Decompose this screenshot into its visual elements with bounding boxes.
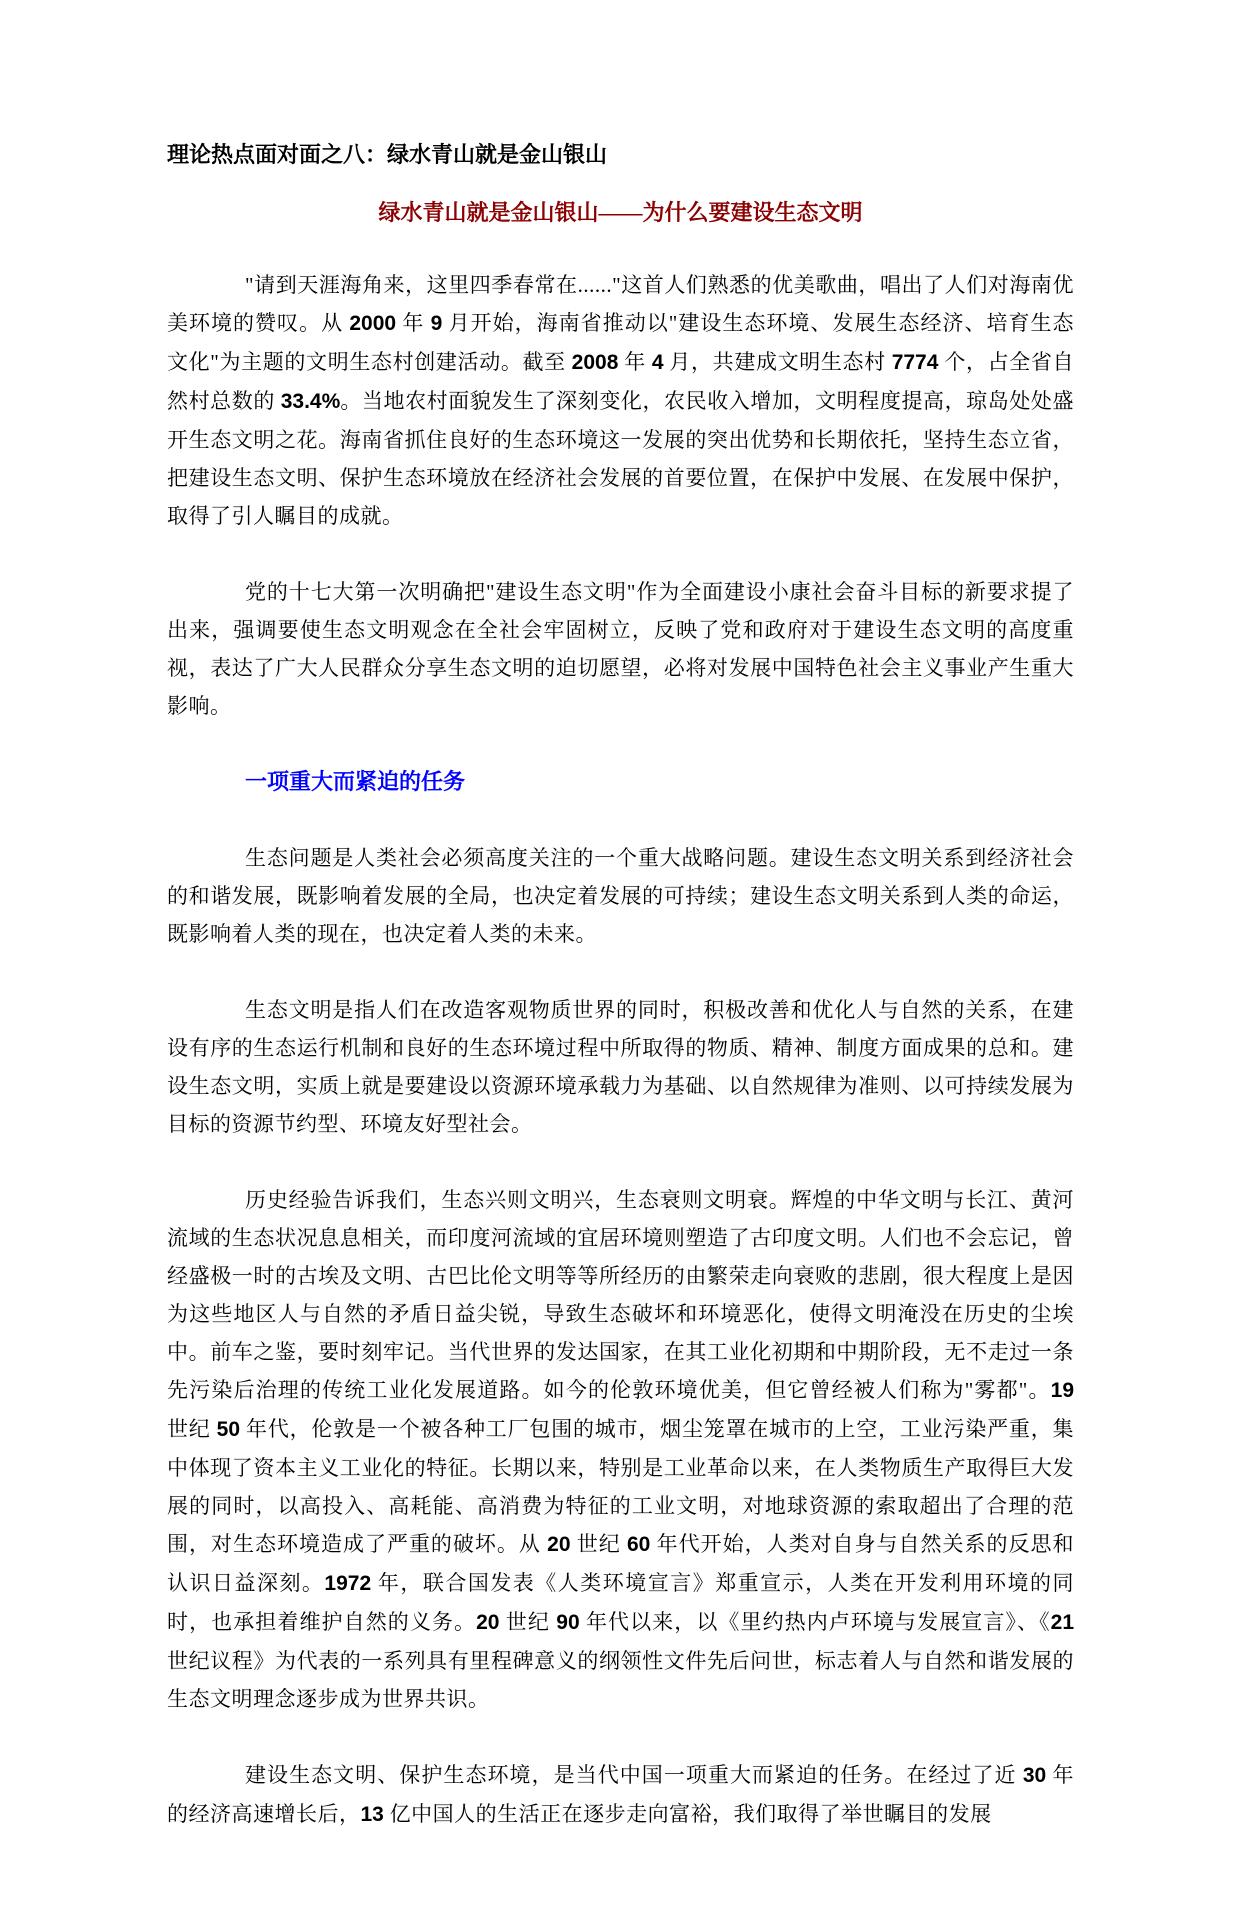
paragraph: "请到天涯海角来，这里四季春常在......"这首人们熟悉的优美歌曲，唱出了人们对海南优美环境的赞叹。从 2000 年 9 月开始，海南省推动以"建设生态环境、发展生态经济、培育生态文化"为主题的文明生态村创建活动。截至 2008 年 4 月，共建成文明生态村 7774 个，占全省自然村总数的 33.4%。当地农村面貌发生了深刻变化，农民收入增加，文明程度提高，琼岛处处盛开生态文明之花。海南省抓住良好的生态环境这一发展的突出优势和长期依托，坚持生态立省，把建设生态文明、保护生态环境放在经济社会发展的首要位置，在保护中发展、在发展中保护，取得了引人瞩目的成就。 xyxy=(167,273,1075,528)
numeric-text: 21 xyxy=(1050,1611,1075,1634)
numeric-text: 9 xyxy=(430,312,443,335)
numeric-text: 60 xyxy=(627,1533,651,1556)
numeric-text: 4 xyxy=(651,351,664,374)
numeric-text: 20 xyxy=(476,1611,500,1634)
numeric-text: 7774 xyxy=(891,351,939,374)
intro-paragraphs xyxy=(167,266,1074,725)
paragraph: 生态问题是人类社会必须高度关注的一个重大战略问题。建设生态文明关系到经济社会的和谐发展，既影响着发展的全局，也决定着发展的可持续；建设生态文明关系到人类的命运，既影响着人类的现在，也决定着人类的未来。 xyxy=(167,846,1074,946)
numeric-text: 13 xyxy=(360,1803,384,1826)
numeric-text: 2000 xyxy=(349,312,397,335)
numeric-text: 30 xyxy=(1022,1764,1047,1787)
numeric-text: 20 xyxy=(547,1533,571,1556)
numeric-text: 90 xyxy=(556,1611,580,1634)
paragraph: 建设生态文明、保护生态环境，是当代中国一项重大而紧迫的任务。在经过了近 30 年的经济高速增长后，13 亿中国人的生活正在逐步走向富裕，我们取得了举世瞩目的发展 xyxy=(167,1763,1074,1826)
numeric-text: 50 xyxy=(216,1418,240,1441)
paragraph: 历史经验告诉我们，生态兴则文明兴，生态衰则文明衰。辉煌的中华文明与长江、黄河流域的生态状况息息相关，而印度河流域的宜居环境则塑造了古印度文明。人们也不会忘记，曾经盛极一时的古埃及文明、古巴比伦文明等等所经历的由繁荣走向衰败的悲剧，很大程度上是因为这些地区人与自然的矛盾日益尖锐，导致生态破坏和环境恶化，使得文明淹没在历史的尘埃中。前车之鉴，要时刻牢记。当代世界的发达国家，在其工业化初期和中期阶段，无不走过一条先污染后治理的传统工业化发展道路。如今的伦敦环境优美，但它曾经被人们称为"雾都"。19 世纪 50 年代，伦敦是一个被各种工厂包围的城市，烟尘笼罩在城市的上空，工业污染严重，集中体现了资本主义工业化的特征。长期以来，特别是工业革命以来，在人类物质生产取得巨大发展的同时，以高投入、高耗能、高消费为特征的工业文明，对地球资源的索取超出了合理的范围，对生态环境造成了严重的破坏。从 20 世纪 60 年代开始，人类对自身与自然关系的反思和认识日益深刻。1972 年，联合国发表《人类环境宣言》郑重宣示，人类在开发利用环境的同时，也承担着维护自然的义务。20 世纪 90 年代以来，以《里约热内卢环境与发展宣言》、《21 世纪议程》为代表的一系列具有里程碑意义的纲领性文件先后问世，标志着人与自然和谐发展的生态文明理念逐步成为世界共识。 xyxy=(167,1188,1075,1711)
paragraph: 生态文明是指人们在改造客观物质世界的同时，积极改善和优化人与自然的关系，在建设有序的生态运行机制和良好的生态环境过程中所取得的物质、精神、制度方面成果的总和。建设生态文明，实质上就是要建设以资源环境承载力为基础、以自然规律为准则、以可持续发展为目标的资源节约型、环境友好型社会。 xyxy=(167,998,1074,1136)
section-heading: 一项重大而紧迫的任务 xyxy=(245,769,466,794)
page-title: 理论热点面对面之八：绿水青山就是金山银山 xyxy=(167,142,608,167)
paragraph: 党的十七大第一次明确把"建设生态文明"作为全面建设小康社会奋斗目标的新要求提了出来，强调要使生态文明观念在全社会牢固树立，反映了党和政府对于建设生态文明的高度重视，表达了广大人民群众分享生态文明的迫切愿望，必将对发展中国特色社会主义事业产生重大影响。 xyxy=(167,580,1074,718)
numeric-text: 1972 xyxy=(324,1572,372,1595)
numeric-text: 33.4% xyxy=(280,390,341,413)
section-paragraphs xyxy=(167,839,1074,1834)
numeric-text: 19 xyxy=(1050,1379,1074,1402)
numeric-text: 2008 xyxy=(571,351,619,374)
document-subtitle: 绿水青山就是金山银山——为什么要建设生态文明 xyxy=(378,200,863,225)
